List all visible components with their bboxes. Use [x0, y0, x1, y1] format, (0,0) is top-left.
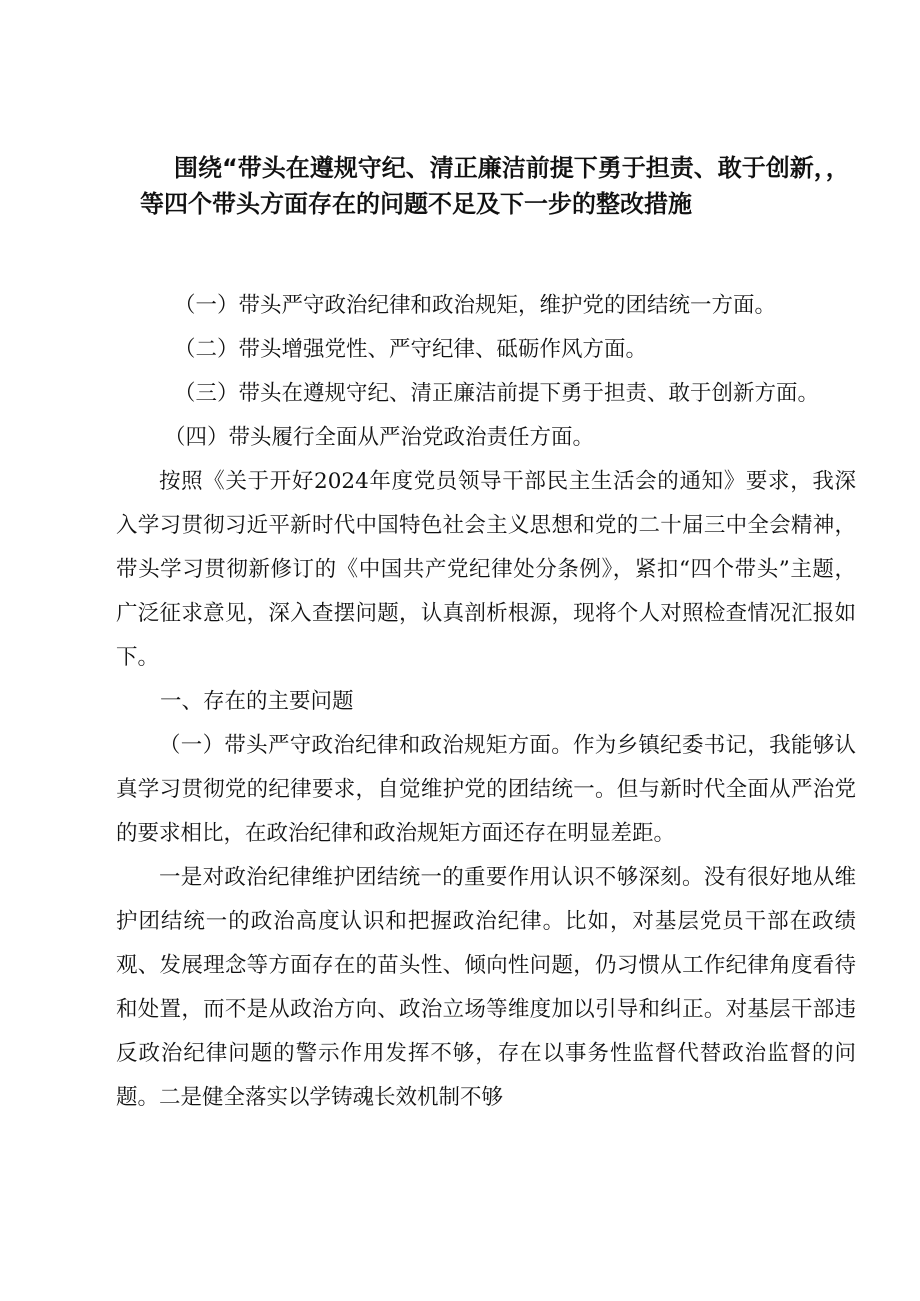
- section1-paragraph-2: 一是对政治纪律维护团结统一的重要作用认识不够深刻。没有很好地从维护团结统一的政治高度认识和把握政治纪律。比如，对基层党员干部在政绩观、发展理念等方面存在的苗头性、倾向性问题，仍习惯从工作纪律角度看待和处置，而不是从政治方向、政治立场等维度加以引导和纠正。对基层干部违反政治纪律问题的警示作用发挥不够，存在以事务性监督代替政治监督的问题。二是健全落实以学铸魂长效机制不够: [116, 865, 856, 1110]
- title-line-2: 等四个带头方面存在的问题不足及下一步的整改措施: [140, 190, 692, 218]
- list-item-4: （四）带头履行全面从严治党政治责任方面。: [164, 425, 595, 450]
- list-item-3: （三）带头在遵规守纪、清正廉洁前提下勇于担责、敢于创新方面。: [174, 381, 820, 406]
- document-body: [116, 284, 856, 1120]
- section-heading-1: 一、存在的主要问题: [160, 689, 354, 714]
- section1-paragraph-1: （一）带头严守政治纪律和政治规矩方面。作为乡镇纪委书记，我能够认真学习贯彻党的纪律要求，自觉维护党的团结统一。但与新时代全面从严治党的要求相比，在政治纪律和政治规矩方面还存在明显差距。: [116, 733, 856, 846]
- list-item-2: （二）带头增强党性、严守纪律、砥砺作风方面。: [174, 337, 648, 362]
- intro-paragraph: 按照《关于开好2024年度党员领导干部民主生活会的通知》要求，我深入学习贯彻习近平新时代中国特色社会主义思想和党的二十届三中全会精神，带头学习贯彻新修订的《中国共产党纪律处分条例》，紧扣“四个带头”主题，广泛征求意见，深入查摆问题，认真剖析根源，现将个人对照检查情况汇报如下。: [116, 469, 856, 670]
- list-item-1: （一）带头严守政治纪律和政治规矩，维护党的团结统一方面。: [174, 293, 777, 318]
- document-title: [140, 150, 880, 222]
- title-line-1: 围绕“带头在遵规守纪、清正廉洁前提下勇于担责、敢于创新，，: [174, 154, 850, 182]
